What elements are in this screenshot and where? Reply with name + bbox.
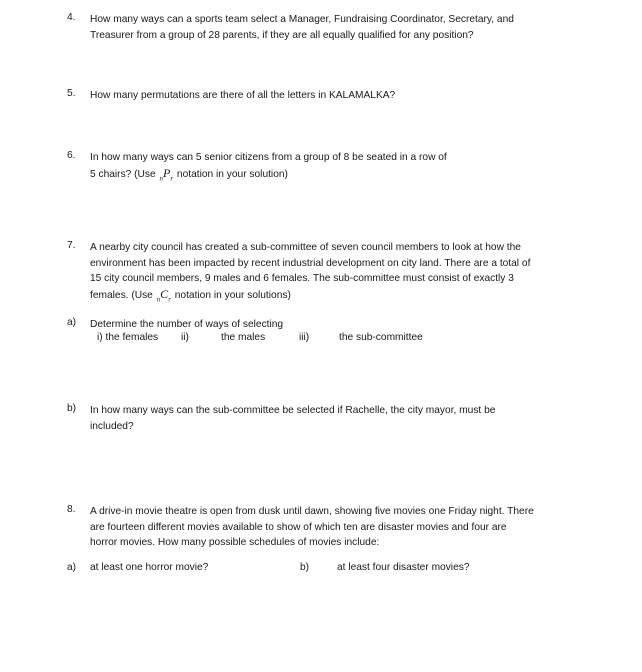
notation-r: r (168, 294, 171, 303)
text-fragment: notation in your solutions) (171, 289, 291, 301)
part-label: a) (67, 317, 77, 328)
permutation-notation (160, 166, 174, 180)
part-b-label: b) (300, 562, 310, 573)
question-number: 8. (67, 504, 76, 515)
question-text-line: A nearby city council has created a sub-committee of seven council members to look at how the (90, 242, 521, 253)
question-text-line: included? (90, 420, 134, 432)
question-text-line (90, 166, 577, 187)
question-text-line: Determine the number of ways of selecting (90, 319, 284, 330)
question-text-line: A drive-in movie theatre is open from dusk until dawn, showing five movies one Friday night. There (90, 506, 534, 517)
subpart-ii-label: ii) (181, 332, 189, 343)
question-7a (67, 317, 577, 333)
question-6 (67, 150, 577, 186)
notation-letter: P (163, 165, 171, 180)
subpart-ii-text: the males (221, 332, 266, 343)
text-fragment: females. (Use (90, 289, 156, 301)
notation-r: r (170, 173, 174, 182)
question-number: 6. (67, 150, 76, 161)
question-number: 7. (67, 240, 76, 251)
part-a-label: a) (67, 562, 77, 573)
part-label: b) (67, 403, 77, 414)
part-b-text: at least four disaster movies? (337, 562, 470, 573)
question-5 (67, 88, 577, 104)
question-number: 5. (67, 88, 76, 99)
text-fragment: 5 chairs? (Use (90, 168, 159, 180)
text-fragment: notation in your solution) (174, 168, 288, 180)
question-text-line: How many permutations are there of all the letters in KALAMALKA? (90, 90, 396, 101)
part-a-text: at least one horror movie? (90, 562, 209, 573)
question-4 (67, 12, 577, 43)
question-text-line: In how many ways can the sub-committee be selected if Rachelle, the city mayor, must be (90, 405, 496, 416)
question-number: 4. (67, 12, 76, 23)
question-8 (67, 504, 577, 551)
subpart-iii-text: the sub-committee (339, 332, 423, 343)
question-text-line: 15 city council members, 9 males and 6 females. The sub-committee must consist of exactly 3 (90, 273, 514, 284)
subpart-iii-label: iii) (299, 332, 310, 343)
subpart-i: i) the females (97, 332, 159, 343)
notation-n: n (156, 294, 161, 303)
question-text-line: Treasurer from a group of 28 parents, if they are all equally qualified for any position? (90, 29, 474, 41)
question-7b (67, 403, 577, 434)
notation-letter: C (160, 286, 169, 301)
question-7 (67, 240, 577, 307)
question-text-line: environment has been impacted by recent industrial development on city land. There are a total of (90, 257, 531, 269)
question-text-line (90, 287, 577, 308)
question-text-line: are fourteen different movies available to show of which ten are disaster movies and four are (90, 521, 507, 533)
question-text-line: horror movies. How many possible schedules of movies include: (90, 537, 380, 548)
question-text-line: How many ways can a sports team select a Manager, Fundraising Coordinator, Secretary, and (90, 14, 514, 25)
combination-notation (157, 287, 171, 301)
question-text-line: In how many ways can 5 senior citizens from a group of 8 be seated in a row of (90, 152, 447, 163)
notation-n: n (159, 173, 164, 182)
